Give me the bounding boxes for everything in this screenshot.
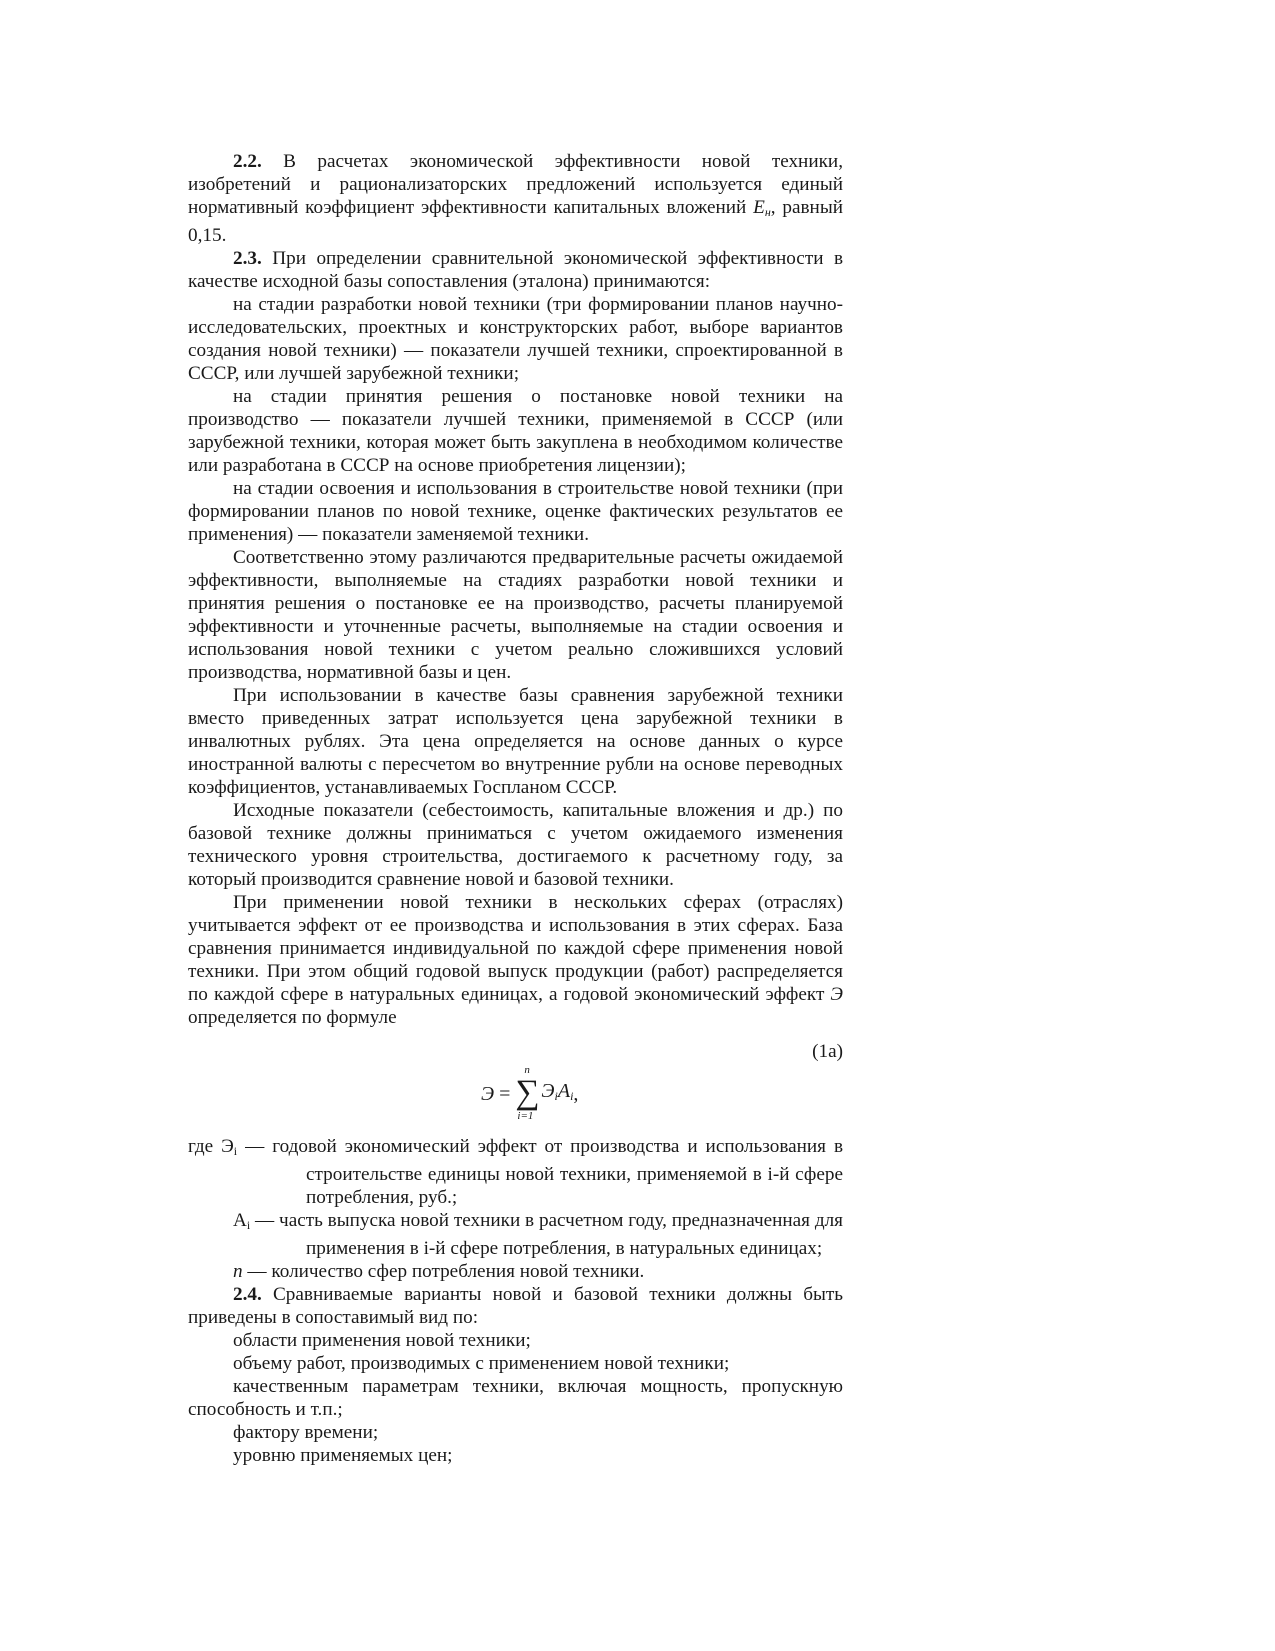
formula-lhs: Э — [481, 1082, 495, 1105]
summation-upper-limit: n — [524, 1064, 530, 1076]
formula-tail: , — [573, 1082, 579, 1105]
section-number-2-4: 2.4. — [233, 1284, 262, 1305]
multiple-spheres-end: определяется по формуле — [188, 1007, 397, 1028]
paragraph-2-3-text: При определении сравнительной экономической эффективности в качестве исходной базы сопоставления (эталона) принимаются: — [188, 248, 843, 292]
list-item: фактору времени; — [233, 1422, 379, 1443]
paragraph-2-4-text: Сравниваемые варианты новой и базовой техники должны быть приведены в сопоставимый вид по: — [188, 1284, 843, 1328]
formula-term-effect: $Э_i$ — [541, 1080, 558, 1103]
paragraph-2-2 — [188, 150, 843, 247]
formula-equals: = — [499, 1082, 511, 1105]
paragraph-foreign-tech: При использовании в качестве базы сравнения зарубежной техники вместо приведенных затрат используется цена зарубежной техники в инвалютных рублях. Эта цена определяется на основе данных о курсе иностранной валюты с пересчетом во внутренние рубли на основе переводных коэффициентов, устанавливаемых Госпланом СССР. — [188, 685, 843, 798]
multiple-spheres-text: При применении новой техники в нескольких сферах (отраслях) учитывается эффект от ее производства и использования в этих сферах. База сравнения принимается индивидуальной по каждой сфере применения новой техники. При этом общий годовой выпуск продукции (работ) распределяется по каждой сфере в натуральных единицах, а годовой экономический эффект — [188, 892, 843, 1005]
summation-lower-limit: i=1 — [517, 1110, 534, 1122]
section-number-2-3: 2.3. — [233, 248, 262, 269]
paragraph-accordingly: Соответственно этому различаются предварительные расчеты ожидаемой эффективности, выполняемые на стадиях разработки новой техники и принятия решения о постановке ее на производство, расчеты планируемой эффективности и уточненные расчеты, выполняемые на стадии освоения и использования новой техники с учетом реально сложившихся условий производства, нормативной базы и цен. — [188, 547, 843, 683]
definition-output-share: $A_i$ — часть выпуска новой техники в расчетном году, предназначенная для применения в i-й сфере потребления, в натуральных единицах; — [233, 1210, 843, 1259]
formula-number: (1a) — [812, 1041, 843, 1062]
section-number-2-2: 2.2. — [233, 151, 262, 172]
paragraph-2-4 — [188, 1283, 843, 1329]
stage-decision: на стадии принятия решения о постановке новой техники на производство — показатели лучшей техники, применяемой в СССР (или зарубежной техники, которая может быть закуплена в необходимом количестве или разработана в СССР на основе приобретения лицензии); — [188, 386, 843, 476]
stage-development: на стадии разработки новой техники (три формировании планов научно-исследовательских, проектных и конструкторских работ, выборе вариантов создания новой техники) — показатели лучшей техники, спроектированной в СССР, или лучшей зарубежной техники; — [188, 294, 843, 384]
list-item: качественным параметрам техники, включая мощность, пропускную способность и т.п.; — [188, 1376, 843, 1420]
formula-term-output: $A_i$ — [557, 1080, 574, 1103]
paragraph-2-3 — [188, 247, 843, 293]
effect-symbol: Э — [830, 984, 843, 1005]
list-item: уровню применяемых цен; — [233, 1445, 453, 1466]
paragraph-initial-indicators: Исходные показатели (себестоимость, капитальные вложения и др.) по базовой технике должны приниматься с учетом ожидаемого изменения технического уровня строительства, достигаемого к расчетному году, за который производится сравнение новой и базовой техники. — [188, 800, 843, 890]
summation-operator — [515, 1065, 541, 1123]
coefficient-symbol: $E_н$ — [753, 197, 771, 219]
definition-sphere-count: n — количество сфер потребления новой техники. — [233, 1261, 645, 1282]
document-page — [188, 150, 843, 1467]
paragraph-2-2-text: В расчетах экономической эффективности новой техники, изобретений и рационализаторских предложений используется единый нормативный коэффициент эффективности капитальных вложений — [188, 151, 843, 218]
list-item: объему работ, производимых с применением новой техники; — [233, 1353, 730, 1374]
stage-adoption: на стадии освоения и использования в строительстве новой техники (при формировании планов по новой технике, оценке фактических результатов ее применения) — показатели заменяемой техники. — [188, 478, 843, 545]
definition-effect: где $Э_i$ — годовой экономический эффект от производства и использования в строительстве единицы новой техники, применяемой в i-й сфере потребления, руб.; — [188, 1136, 844, 1208]
paragraph-multiple-spheres — [188, 891, 843, 1029]
formula-expression — [481, 1065, 578, 1123]
list-item: области применения новой техники; — [233, 1330, 531, 1351]
sigma-icon: ∑ — [515, 1074, 540, 1111]
paragraph-2-2-end: , равный 0,15. — [188, 197, 843, 246]
formula-1a — [188, 1063, 843, 1123]
